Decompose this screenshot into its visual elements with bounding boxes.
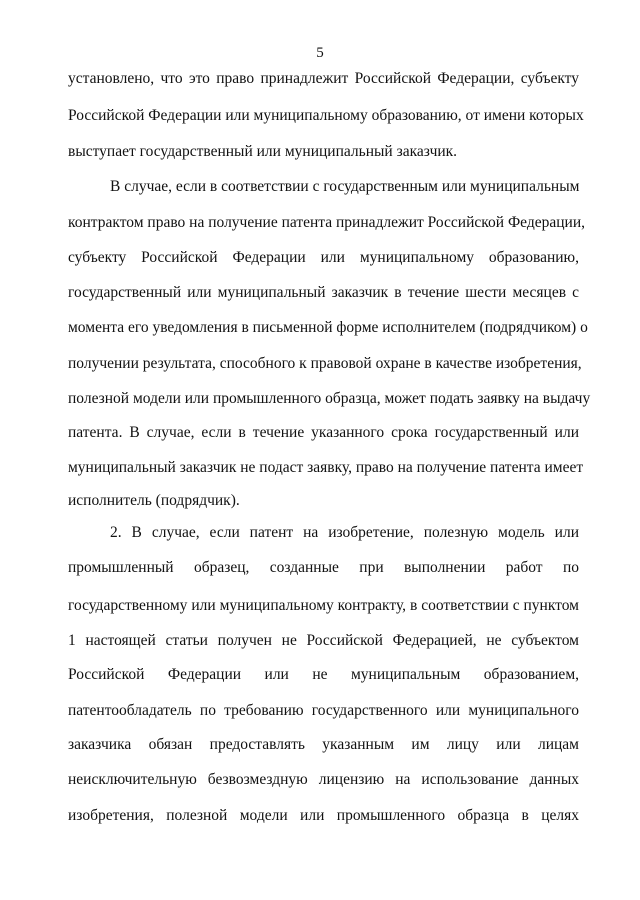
text-line: промышленный образец, созданные при выполнении работ по [68,559,579,576]
text-line: муниципальный заказчик не подаст заявку, право на получение патента имеет [68,459,584,476]
text-line: 1 настоящей статьи получен не Российской Федерацией, не субъектом [68,632,579,649]
text-line: Российской Федерации или не муниципальным образованием, [68,666,579,683]
text-line: заказчика обязан предоставлять указанным им лицу или лицам [68,736,579,753]
text-line: неисключительную безвозмездную лицензию на использование данных [68,771,579,788]
text-line: В случае, если в соответствии с государственным или муниципальным [110,178,580,195]
text-line: момента его уведомления в письменной форме исполнителем (подрядчиком) о [68,319,588,336]
text-line: патента. В случае, если в течение указанного срока государственный или [68,424,579,441]
text-line: изобретения, полезной модели или промышленного образца в целях [68,807,579,824]
text-line: Российской Федерации или муниципальному образованию, от имени которых [68,107,584,124]
text-line: установлено, что это право принадлежит Российской Федерации, субъекту [68,70,579,87]
text-line: полезной модели или промышленного образца, может подать заявку на выдачу [68,390,591,407]
text-line: контрактом право на получение патента принадлежит Российской Федерации, [68,214,586,231]
text-line: выступает государственный или муниципальный заказчик. [68,143,458,160]
page-number: 5 [316,45,324,61]
text-line: субъекту Российской Федерации или муниципальному образованию, [68,249,579,266]
text-line: патентообладатель по требованию государственного или муниципального [68,702,579,719]
text-line: государственному или муниципальному контракту, в соответствии с пунктом [68,597,579,614]
text-line: исполнитель (подрядчик). [68,492,240,509]
text-line: государственный или муниципальный заказчик в течение шести месяцев с [68,284,579,301]
text-line: получении результата, способного к правовой охране в качестве изобретения, [68,355,582,372]
text-line: 2. В случае, если патент на изобретение, полезную модель или [110,524,579,541]
